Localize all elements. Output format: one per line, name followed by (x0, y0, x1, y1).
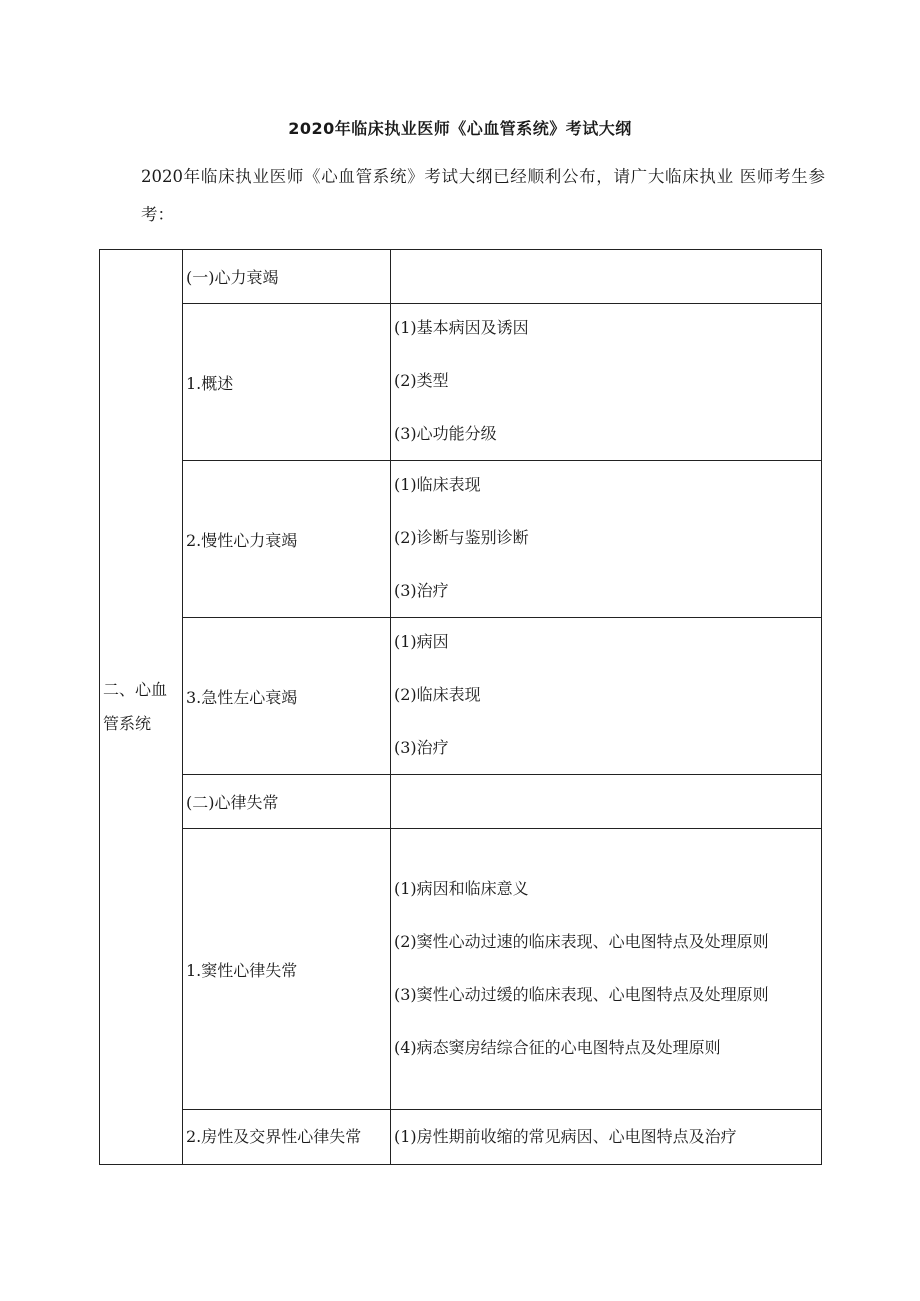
list-item: (3)窦性心动过缓的临床表现、心电图特点及处理原则 (394, 984, 769, 1004)
table-row (100, 461, 822, 618)
items-cell-empty (391, 775, 822, 829)
table-row (100, 775, 822, 829)
intro-paragraph: 2020年临床执业医师《心血管系统》考试大纲已经顺利公布，请广大临床执业 医师考生参考： (141, 167, 825, 224)
list-item: (3)治疗 (394, 581, 449, 600)
table-row (100, 618, 822, 775)
topic-cell: (一)心力衰竭 (183, 250, 391, 304)
chapter-cell: 二、心血管系统 (100, 250, 183, 1165)
topic-cell: 3.急性左心衰竭 (183, 618, 391, 775)
list-item: (4)病态窦房结综合征的心电图特点及处理原则 (394, 1037, 721, 1057)
list-item: (1)病因 (394, 632, 449, 651)
list-item: (2)类型 (394, 371, 449, 390)
items-cell (391, 461, 822, 618)
list-item: (3)治疗 (394, 738, 449, 757)
items-cell (391, 304, 822, 461)
topic-cell: (二)心律失常 (183, 775, 391, 829)
list-item: (2)临床表现 (394, 685, 481, 704)
list-item: (1)房性期前收缩的常见病因、心电图特点及治疗 (394, 1127, 737, 1146)
topic-cell: 1.概述 (183, 304, 391, 461)
topic-cell: 2.慢性心力衰竭 (183, 461, 391, 618)
items-cell (391, 1110, 822, 1165)
list-item: (3)心功能分级 (394, 424, 497, 443)
table-row (100, 829, 822, 1110)
list-item: (2)诊断与鉴别诊断 (394, 528, 529, 547)
items-cell (391, 618, 822, 775)
items-cell (391, 829, 822, 1110)
page-title: 2020年临床执业医师《心血管系统》考试大纲 (288, 119, 632, 138)
list-item: (1)病因和临床意义 (394, 878, 529, 898)
list-item: (1)基本病因及诱因 (394, 318, 529, 337)
syllabus-table (99, 249, 822, 1165)
list-item: (1)临床表现 (394, 475, 481, 494)
topic-cell: 1.窦性心律失常 (183, 829, 391, 1110)
list-item: (2)窦性心动过速的临床表现、心电图特点及处理原则 (394, 931, 769, 951)
table-row (100, 250, 822, 304)
topic-cell: 2.房性及交界性心律失常 (183, 1110, 391, 1165)
table-row (100, 304, 822, 461)
table-row (100, 1110, 822, 1165)
items-cell-empty (391, 250, 822, 304)
